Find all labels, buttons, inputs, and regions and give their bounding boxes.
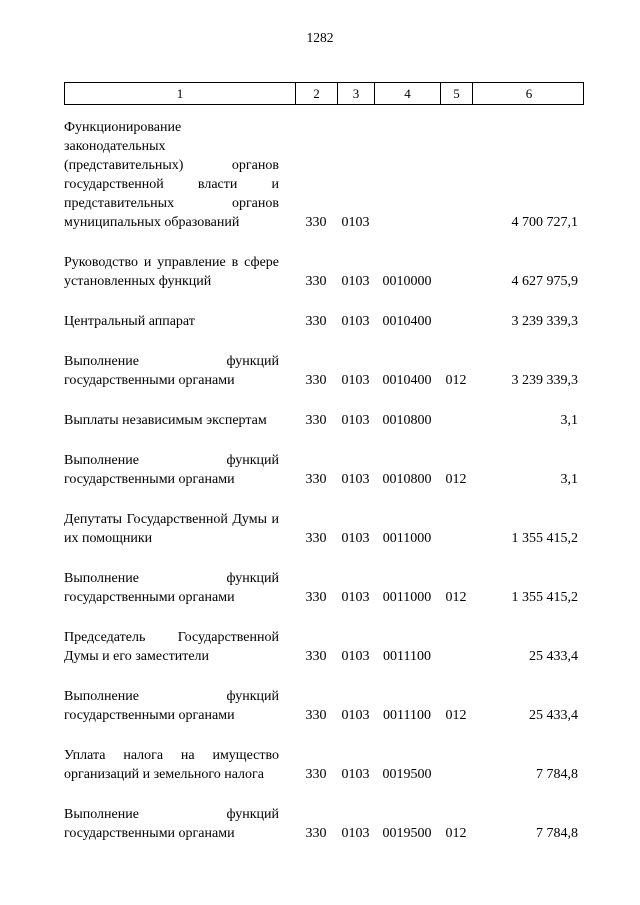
- row-code-col2: 330: [305, 826, 327, 841]
- row-description: Выполнение функций государственными органами: [64, 354, 279, 388]
- column-header-1: 1: [65, 83, 296, 104]
- row-code-col5: 012: [445, 708, 467, 723]
- row-code-col2: 330: [305, 649, 327, 664]
- row-code-col2: 330: [305, 373, 327, 388]
- row-code-col4: 0011100: [383, 649, 431, 664]
- row-code-col4: 0011100: [383, 708, 431, 723]
- row-amount: 25 433,4: [529, 649, 578, 664]
- row-code-col3: 0103: [341, 274, 370, 289]
- table-row: [64, 411, 584, 430]
- row-amount: 3,1: [560, 472, 578, 487]
- row-code-col3: 0103: [341, 708, 370, 723]
- row-code-col3: 0103: [341, 215, 370, 230]
- row-amount: 3 239 339,3: [511, 314, 578, 329]
- row-code-col2: 330: [305, 215, 327, 230]
- table-row: [64, 451, 584, 489]
- row-description: Руководство и управление в сфере установленных функций: [64, 255, 279, 289]
- row-code-col4: 0011000: [382, 590, 432, 605]
- row-amount: 1 355 415,2: [511, 531, 578, 546]
- row-code-col2: 330: [305, 413, 327, 428]
- row-code-col4: 0010800: [382, 413, 432, 428]
- row-description: Выполнение функций государственными органами: [64, 689, 279, 723]
- row-code-col5: 012: [445, 472, 467, 487]
- row-amount: 25 433,4: [529, 708, 578, 723]
- row-code-col5: 012: [445, 826, 467, 841]
- row-code-col4: 0010400: [382, 373, 432, 388]
- row-code-col3: 0103: [341, 590, 370, 605]
- row-code-col2: 330: [305, 590, 327, 605]
- row-amount: 3,1: [560, 413, 578, 428]
- table-row: [64, 253, 584, 291]
- row-amount: 7 784,8: [536, 826, 578, 841]
- row-description: Выполнение функций государственными органами: [64, 807, 279, 841]
- row-code-col3: 0103: [341, 531, 370, 546]
- row-code-col3: 0103: [341, 472, 370, 487]
- row-amount: 7 784,8: [536, 767, 578, 782]
- table-row: [64, 805, 584, 843]
- table-row: [64, 312, 584, 331]
- row-description: Функционирование законодательных (представительных) органов государственной власти и представительных органов муниципальных образований: [64, 120, 279, 230]
- row-code-col2: 330: [305, 274, 327, 289]
- row-code-col3: 0103: [341, 314, 370, 329]
- row-code-col4: 0010400: [382, 314, 432, 329]
- table-row: [64, 628, 584, 666]
- row-code-col4: 0010800: [382, 472, 432, 487]
- row-code-col3: 0103: [341, 826, 370, 841]
- row-description: Выполнение функций государственными органами: [64, 453, 279, 487]
- row-code-col4: 0019500: [382, 826, 432, 841]
- table-row: [64, 746, 584, 784]
- row-code-col3: 0103: [341, 649, 370, 664]
- table-row: [64, 352, 584, 390]
- column-header-3: 3: [338, 83, 375, 104]
- page-number: 1282: [306, 30, 334, 45]
- row-code-col2: 330: [305, 767, 327, 782]
- row-amount: 3 239 339,3: [511, 373, 578, 388]
- row-code-col4: 0019500: [382, 767, 432, 782]
- row-amount: 4 627 975,9: [511, 274, 578, 289]
- column-header-4: 4: [375, 83, 441, 104]
- row-code-col5: 012: [445, 373, 467, 388]
- table-row: [64, 510, 584, 548]
- table-row: [64, 118, 584, 232]
- row-description: Председатель Государственной Думы и его заместители: [64, 630, 279, 664]
- table-row: [64, 687, 584, 725]
- row-description: Выплаты независимым экспертам: [64, 413, 267, 428]
- row-amount: 4 700 727,1: [511, 215, 578, 230]
- row-description: Выполнение функций государственными органами: [64, 571, 279, 605]
- column-header-5: 5: [441, 83, 473, 104]
- row-description: Уплата налога на имущество организаций и земельного налога: [64, 748, 279, 782]
- row-description: Депутаты Государственной Думы и их помощники: [64, 512, 279, 546]
- row-code-col4: 0011000: [382, 531, 432, 546]
- row-code-col3: 0103: [341, 373, 370, 388]
- row-code-col2: 330: [305, 314, 327, 329]
- table-row: [64, 569, 584, 607]
- column-header-6: 6: [525, 86, 533, 101]
- row-code-col2: 330: [305, 472, 327, 487]
- row-amount: 1 355 415,2: [511, 590, 578, 605]
- table-body: [64, 118, 584, 843]
- row-code-col2: 330: [305, 531, 327, 546]
- column-header-2: 2: [296, 83, 338, 104]
- row-code-col3: 0103: [341, 413, 370, 428]
- row-code-col5: 012: [445, 590, 467, 605]
- row-code-col4: 0010000: [382, 274, 432, 289]
- row-code-col2: 330: [305, 708, 327, 723]
- row-description: Центральный аппарат: [64, 314, 195, 329]
- row-code-col3: 0103: [341, 767, 370, 782]
- table-header-row: [64, 82, 584, 105]
